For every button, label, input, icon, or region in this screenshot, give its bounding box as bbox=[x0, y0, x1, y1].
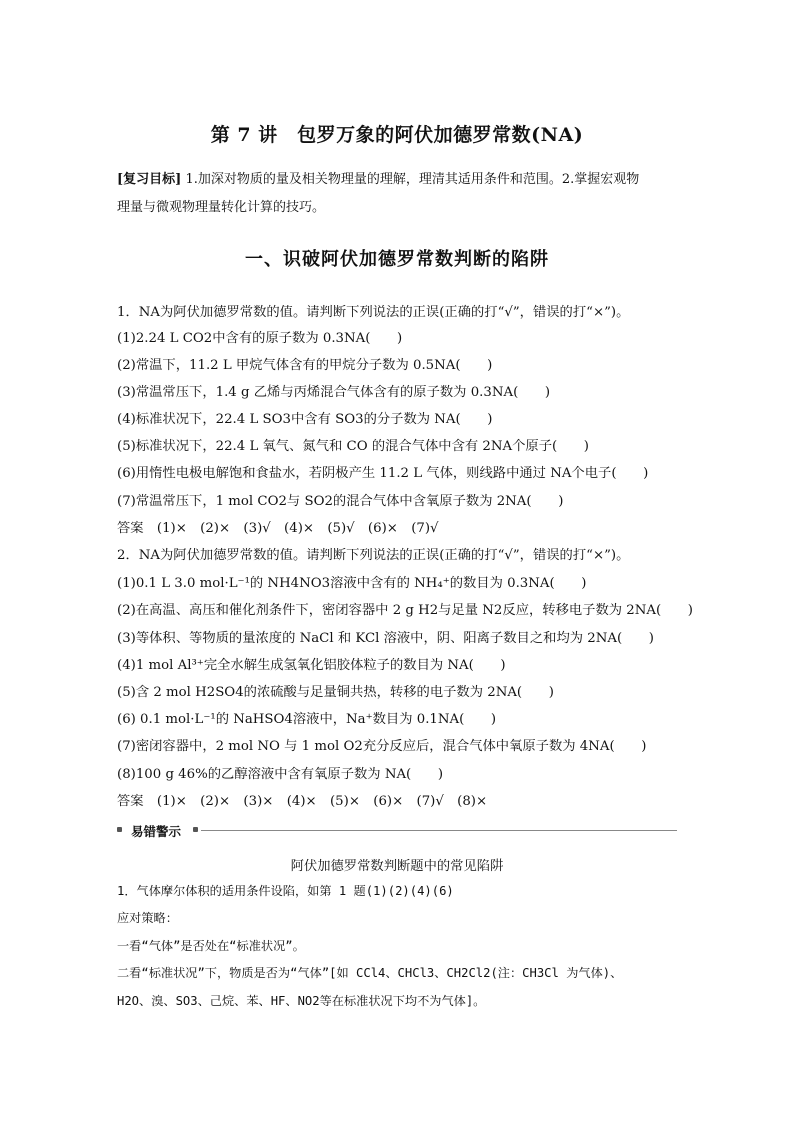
warning-label: 易错警示 bbox=[131, 824, 182, 839]
question-2-item: (8)100 g 46%的乙醇溶液中含有氧原子数为 NA( ) bbox=[117, 767, 444, 782]
question-2-stem: 2．NA为阿伏加德罗常数的值。请判断下列说法的正误(正确的打“√”，错误的打“×”)。 bbox=[117, 548, 630, 563]
question-1-item: (7)常温常压下，1 mol CO2与 SO2的混合气体中含氧原子数为 2NA( ) bbox=[117, 494, 564, 509]
section-heading: 一、识破阿伏加德罗常数判断的陷阱 bbox=[245, 249, 549, 270]
question-1-item: (4)标准状况下，22.4 L SO3中含有 SO3的分子数为 NA( ) bbox=[117, 412, 493, 427]
question-2-item: (3)等体积、等物质的量浓度的 NaCl 和 KCl 溶液中，阴、阳离子数目之和均为 2NA( ) bbox=[117, 631, 654, 646]
review-goals-line-2: 理量与微观物理量转化计算的技巧。 bbox=[117, 200, 326, 215]
banner-dot-icon bbox=[193, 827, 198, 832]
question-2-item: (1)0.1 L 3.0 mol·L⁻¹的 NH4NO3溶液中含有的 NH₄⁺的数目为 0.3NA( ) bbox=[117, 576, 587, 591]
question-1-item: (6)用惰性电极电解饱和食盐水，若阴极产生 11.2 L 气体，则线路中通过 NA个电子( ) bbox=[117, 466, 649, 481]
question-2-item: (6) 0.1 mol·L⁻¹的 NaHSO4溶液中，Na⁺数目为 0.1NA( ) bbox=[117, 712, 497, 727]
warning-line: 一看“气体”是否处在“标准状况”。 bbox=[117, 939, 305, 953]
question-1-stem: 1．NA为阿伏加德罗常数的值。请判断下列说法的正误(正确的打“√”，错误的打“×”)。 bbox=[117, 305, 630, 320]
banner-dot-icon bbox=[117, 827, 122, 832]
question-1-answer: 答案 (1)× (2)× (3)√ (4)× (5)√ (6)× (7)√ bbox=[117, 521, 439, 536]
question-2-item: (5)含 2 mol H2SO4的浓硫酸与足量铜共热，转移的电子数为 2NA( ) bbox=[117, 685, 554, 700]
question-1-item: (2)常温下，11.2 L 甲烷气体含有的甲烷分子数为 0.5NA( ) bbox=[117, 358, 493, 373]
warning-line: 1．气体摩尔体积的适用条件设陷，如第 1 题(1)(2)(4)(6) bbox=[117, 884, 454, 898]
question-1-item: (1)2.24 L CO2中含有的原子数为 0.3NA( ) bbox=[117, 331, 403, 346]
warning-banner bbox=[117, 822, 677, 838]
page-title: 第 7 讲 包罗万象的阿伏加德罗常数(NA) bbox=[210, 124, 584, 146]
review-goals-tag: [复习目标] bbox=[117, 172, 182, 187]
question-1-item: (3)常温常压下，1.4 g 乙烯与丙烯混合气体含有的原子数为 0.3NA( ) bbox=[117, 385, 551, 400]
warning-line: H2O、溴、SO3、己烷、苯、HF、NO2等在标准状况下均不为气体]。 bbox=[117, 994, 486, 1008]
question-2-answer: 答案 (1)× (2)× (3)× (4)× (5)× (6)× (7)√ (8)× bbox=[117, 794, 488, 809]
question-2-item: (2)在高温、高压和催化剂条件下，密闭容器中 2 g H2与足量 N2反应，转移电子数为 2NA( ) bbox=[117, 603, 693, 618]
review-goals-line-1 bbox=[117, 172, 639, 188]
question-2-item: (4)1 mol Al³⁺完全水解生成氢氧化铝胶体粒子的数目为 NA( ) bbox=[117, 658, 506, 673]
warning-line: 二看“标准状况”下，物质是否为“气体”[如 CCl4、CHCl3、CH2Cl2(注：CH3Cl 为气体)、 bbox=[117, 966, 623, 980]
banner-rule bbox=[201, 830, 677, 831]
review-goals-text-1: 1.加深对物质的量及相关物理量的理解，理清其适用条件和范围。2.掌握宏观物 bbox=[185, 172, 640, 187]
question-1-item: (5)标准状况下，22.4 L 氧气、氮气和 CO 的混合气体中含有 2NA个原子( ) bbox=[117, 439, 589, 454]
warning-subtitle: 阿伏加德罗常数判断题中的常见陷阱 bbox=[290, 859, 504, 874]
warning-line: 应对策略： bbox=[117, 911, 178, 925]
question-2-item: (7)密闭容器中，2 mol NO 与 1 mol O2充分反应后，混合气体中氧原子数为 4NA( ) bbox=[117, 739, 647, 754]
